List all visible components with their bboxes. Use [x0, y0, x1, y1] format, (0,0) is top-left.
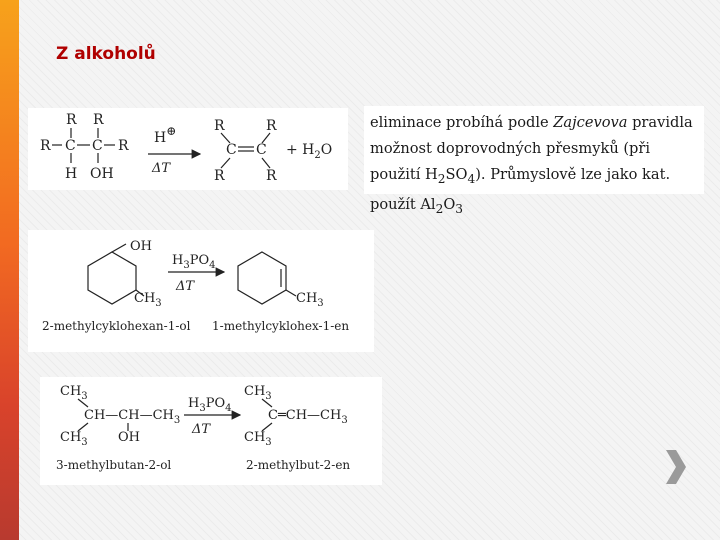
svg-text:C═CH—CH3: $C═CH—CH_3$: [268, 408, 348, 426]
product-name: 1-methylcyklohex-1-en: [212, 319, 350, 333]
svg-text:CH3: $CH_3$: [60, 384, 88, 402]
label-p-mid: C═CH—CH: [268, 408, 342, 423]
label-reagent: H: [188, 396, 200, 411]
svg-text:+ H2O: + $H_2O$: [286, 142, 333, 161]
product-name: 2-methylbut-2-en: [246, 458, 351, 472]
label-ch3: CH: [134, 291, 156, 306]
description-text: eliminace probíhá podle Zajcevova pravidla možnost doprovodných přesmyků (při použití $H_2SO_4$). Průmyslově lze jako kat. použít $Al_2O_3$: [370, 114, 693, 216]
svg-text:CH—CH—CH3: $CH—CH—CH_3$: [84, 408, 181, 426]
label-r-right: R: [118, 138, 129, 154]
reaction-methylbutanol-panel: [40, 377, 382, 485]
label-reagent: H: [172, 253, 184, 268]
cyclohexane-ring: [88, 252, 136, 304]
label-r-mid: CH—CH—CH: [84, 408, 174, 423]
reaction-methylbutanol-diagram: [40, 377, 382, 485]
label-c2: C: [92, 138, 103, 154]
label-c1: C: [65, 138, 76, 154]
reaction-general-panel: [28, 108, 348, 190]
svg-text:CH3: $CH_3$: [244, 430, 272, 448]
slide-title: Z alkoholů: [56, 44, 156, 64]
reaction-cyclohexanol-diagram: [28, 230, 374, 352]
svg-text:H⊕: [154, 124, 176, 146]
label-product-c1: C: [226, 142, 237, 158]
label-oh: OH: [90, 166, 114, 182]
label-r-left: R: [40, 138, 51, 154]
svg-text:CH3: $CH_3$: [244, 384, 272, 402]
accent-bar: [0, 0, 19, 540]
label-oh: OH: [130, 239, 152, 254]
svg-text:CH3: $CH_3$: [296, 291, 324, 309]
label-r-bottom: CH: [60, 430, 82, 445]
reactant-name: 2-methylcyklohexan-1-ol: [42, 319, 191, 333]
reaction-general-diagram: [28, 108, 348, 190]
reactant-name: 3-methylbutan-2-ol: [56, 458, 172, 472]
label-p-top: CH: [244, 384, 266, 399]
label-condition: ΔT: [152, 161, 171, 176]
cyclohexene-ring: [238, 252, 286, 304]
svg-text:H3PO4: $H_3PO_4$: [188, 396, 232, 414]
label-product-c2: C: [256, 142, 267, 158]
svg-text:CH3: $CH_3$: [134, 291, 162, 309]
description-panel: [364, 106, 704, 216]
svg-text:CH3: $CH_3$: [60, 430, 88, 448]
label-r-top-2: R: [93, 112, 104, 128]
reaction-cyclohexanol-panel: [28, 230, 374, 352]
label-condition: ΔT: [192, 422, 211, 437]
label-r-top-1: R: [66, 112, 77, 128]
label-p-bottom: CH: [244, 430, 266, 445]
label-product-r1: R: [214, 118, 225, 134]
label-product-r2: R: [266, 118, 277, 134]
chevron-right-icon[interactable]: [664, 448, 688, 486]
description-emphasis: Zajcevova: [553, 114, 628, 131]
label-r-oh: OH: [118, 430, 140, 445]
label-catalyst: H: [154, 130, 167, 146]
label-condition: ΔT: [176, 279, 195, 294]
label-catalyst-charge: ⊕: [166, 124, 177, 138]
svg-text:H3PO4: $H_3PO_4$: [172, 253, 216, 271]
label-product-r3: R: [214, 168, 225, 184]
label-byproduct: + H: [286, 142, 315, 158]
label-product-ch3: CH: [296, 291, 318, 306]
label-product-r4: R: [266, 168, 277, 184]
label-h: H: [65, 166, 78, 182]
label-r-top: CH: [60, 384, 82, 399]
